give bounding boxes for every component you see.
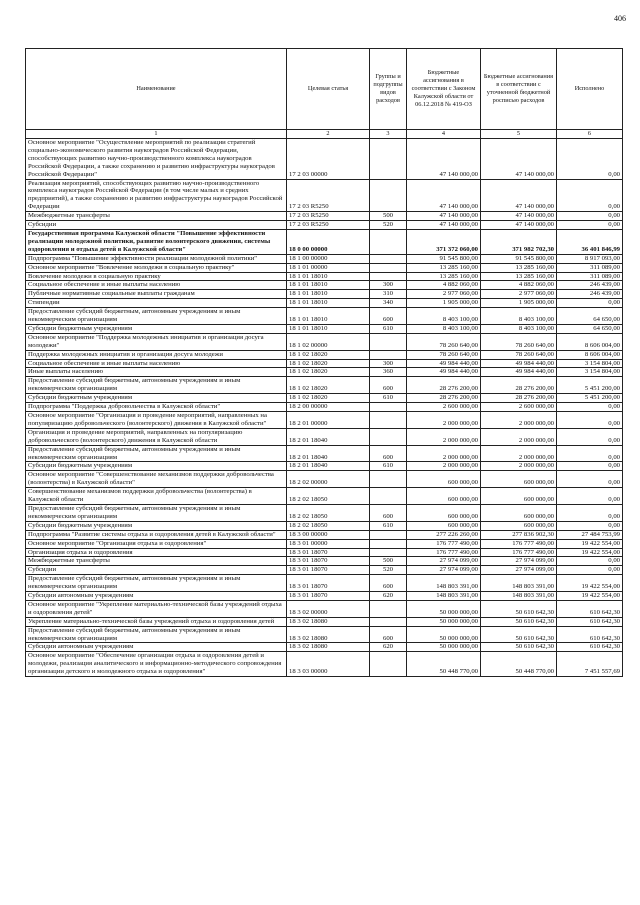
row-name: Субсидии бюджетным учреждениям [26,462,287,471]
table-row [26,617,623,626]
row-budget-schedule: 47 140 000,00 [481,179,557,212]
row-name: Субсидии [26,221,287,230]
row-target-article: 18 3 01 18070 [287,592,370,601]
table-row [26,548,623,557]
row-law-allocation: 176 777 490,00 [407,548,481,557]
row-law-allocation: 600 000,00 [407,504,481,521]
row-name: Социальное обеспечение и иные выплаты населению [26,281,287,290]
table-row [26,592,623,601]
row-target-article: 18 3 02 00000 [287,600,370,617]
header-row [26,49,623,130]
row-executed: 246 439,00 [557,281,623,290]
row-executed: 19 422 554,00 [557,592,623,601]
row-expense-group: 600 [370,308,407,325]
row-budget-schedule: 371 982 702,30 [481,229,557,254]
row-target-article: 18 1 01 18010 [287,281,370,290]
table-row [26,139,623,180]
row-budget-schedule: 1 905 000,00 [481,299,557,308]
page-number: 406 [614,14,626,23]
row-executed: 0,00 [557,179,623,212]
row-expense-group [370,600,407,617]
row-name: Стипендии [26,299,287,308]
row-law-allocation: 277 226 260,00 [407,530,481,539]
col-index: 2 [287,130,370,139]
row-law-allocation: 4 882 060,00 [407,281,481,290]
row-target-article: 18 1 02 18020 [287,359,370,368]
row-name: Подпрограмма "Поддержка добровольчества в Калужской области" [26,403,287,412]
row-budget-schedule: 600 000,00 [481,471,557,488]
row-law-allocation: 600 000,00 [407,521,481,530]
row-target-article: 18 2 01 18040 [287,445,370,462]
row-executed: 0,00 [557,212,623,221]
row-target-article: 17 2 03 R5250 [287,179,370,212]
row-executed: 0,00 [557,412,623,429]
row-name: Межбюджетные трансферты [26,557,287,566]
row-budget-schedule: 50 448 770,00 [481,652,557,677]
row-name: Укрепление материально-технической базы учреждений отдыха и оздоровления детей [26,617,287,626]
row-target-article: 18 1 01 00000 [287,263,370,272]
col-header-name: Наименование [26,49,287,130]
row-expense-group [370,617,407,626]
row-executed: 0,00 [557,403,623,412]
row-budget-schedule: 2 600 000,00 [481,403,557,412]
row-budget-schedule: 27 974 099,00 [481,557,557,566]
row-budget-schedule: 600 000,00 [481,504,557,521]
row-expense-group [370,471,407,488]
row-expense-group [370,539,407,548]
row-target-article: 18 2 02 00000 [287,471,370,488]
row-executed: 19 422 554,00 [557,539,623,548]
table-row [26,626,623,643]
table-row [26,539,623,548]
row-executed: 311 089,00 [557,272,623,281]
row-budget-schedule: 2 977 060,00 [481,290,557,299]
row-budget-schedule: 8 403 100,00 [481,308,557,325]
col-header-budget-schedule: Бюджетные ассигнования в соответствии с уточненной бюджетной росписью расходов [481,49,557,130]
row-executed: 246 439,00 [557,290,623,299]
row-executed: 27 484 753,99 [557,530,623,539]
row-expense-group [370,548,407,557]
row-budget-schedule: 50 610 642,30 [481,600,557,617]
row-name: Реализация мероприятий, способствующих развитию научно-производственного комплекса наукоградов Российской Федерации (в том числе малых и средних предприятий), а также сохранению и развитию инфраструктуры наукоградов Российской Федерации [26,179,287,212]
row-budget-schedule: 13 285 160,00 [481,272,557,281]
row-target-article: 18 2 02 18050 [287,521,370,530]
col-index: 4 [407,130,481,139]
row-target-article: 18 1 02 00000 [287,333,370,350]
row-target-article: 18 3 02 18080 [287,643,370,652]
row-law-allocation: 27 974 099,00 [407,566,481,575]
row-executed: 8 606 004,00 [557,350,623,359]
row-budget-schedule: 13 285 160,00 [481,263,557,272]
row-executed: 19 422 554,00 [557,575,623,592]
row-expense-group: 610 [370,521,407,530]
table-row [26,299,623,308]
row-executed: 610 642,30 [557,617,623,626]
row-executed: 610 642,30 [557,600,623,617]
row-name: Подпрограмма "Развитие системы отдыха и оздоровления детей в Калужской области" [26,530,287,539]
row-law-allocation: 13 285 160,00 [407,263,481,272]
row-target-article: 18 0 00 00000 [287,229,370,254]
row-expense-group: 500 [370,557,407,566]
row-budget-schedule: 176 777 490,00 [481,539,557,548]
row-budget-schedule: 2 000 000,00 [481,445,557,462]
row-expense-group: 600 [370,377,407,394]
row-law-allocation: 176 777 490,00 [407,539,481,548]
table-row [26,504,623,521]
row-target-article: 18 2 01 00000 [287,412,370,429]
row-law-allocation: 47 140 000,00 [407,212,481,221]
row-target-article: 18 1 02 18020 [287,368,370,377]
row-name: Социальное обеспечение и иные выплаты населению [26,359,287,368]
row-budget-schedule: 47 140 000,00 [481,221,557,230]
row-name: Основное мероприятие "Обеспечение организации отдыха и оздоровления детей и молодежи, реализация аналитического и информационно-методического сопровождения организации детского и молодежного отдыха и оздоровления" [26,652,287,677]
row-target-article: 18 1 01 18010 [287,299,370,308]
row-budget-schedule: 2 000 000,00 [481,412,557,429]
table-row [26,530,623,539]
row-name: Субсидии бюджетным учреждениям [26,324,287,333]
row-name: Предоставление субсидий бюджетным, автономным учреждениям и иным некоммерческим организациям [26,575,287,592]
row-expense-group [370,412,407,429]
row-name: Подпрограмма "Повышение эффективности реализации молодежной политики" [26,254,287,263]
row-name: Основное мероприятие "Укрепление материально-технической базы учреждений отдыха и оздоровления детей" [26,600,287,617]
row-expense-group [370,652,407,677]
row-executed: 3 154 804,00 [557,359,623,368]
row-target-article: 18 3 01 18070 [287,566,370,575]
row-name: Основное мероприятие "Поддержка молодежных инициатив и организация досуга молодежи" [26,333,287,350]
row-target-article: 18 2 01 18040 [287,428,370,445]
row-target-article: 18 1 01 18010 [287,272,370,281]
row-executed: 7 451 557,69 [557,652,623,677]
table-row [26,566,623,575]
table-row [26,600,623,617]
row-name: Основное мероприятие "Организация и проведение мероприятий, направленных на популяризацию добровольческого (волонтерского) движения в Калужской области" [26,412,287,429]
row-law-allocation: 47 140 000,00 [407,221,481,230]
row-expense-group [370,254,407,263]
row-target-article: 18 3 01 18070 [287,548,370,557]
row-budget-schedule: 148 803 391,00 [481,592,557,601]
row-target-article: 18 1 02 18020 [287,350,370,359]
table-row [26,377,623,394]
table-row [26,412,623,429]
row-expense-group: 340 [370,299,407,308]
table-row [26,229,623,254]
row-budget-schedule: 8 403 100,00 [481,324,557,333]
table-row [26,471,623,488]
col-index: 5 [481,130,557,139]
row-budget-schedule: 277 836 902,30 [481,530,557,539]
row-name: Основное мероприятие "Совершенствование механизмов поддержки добровольчества (волонтерства) в Калужской области" [26,471,287,488]
row-law-allocation: 50 000 000,00 [407,617,481,626]
table-row [26,488,623,505]
row-expense-group [370,139,407,180]
row-expense-group: 600 [370,445,407,462]
row-law-allocation: 371 372 060,00 [407,229,481,254]
row-target-article: 18 2 00 00000 [287,403,370,412]
table-row [26,324,623,333]
col-header-target-article: Целевая статья [287,49,370,130]
row-target-article: 18 1 02 18020 [287,377,370,394]
row-executed: 0,00 [557,445,623,462]
row-name: Предоставление субсидий бюджетным, автономным учреждениям и иным некоммерческим организациям [26,626,287,643]
row-name: Субсидии бюджетным учреждениям [26,394,287,403]
row-name: Публичные нормативные социальные выплаты гражданам [26,290,287,299]
row-law-allocation: 13 285 160,00 [407,272,481,281]
row-target-article: 18 2 01 18040 [287,462,370,471]
row-expense-group [370,403,407,412]
row-target-article: 18 3 03 00000 [287,652,370,677]
row-name: Предоставление субсидий бюджетным, автономным учреждениям и иным некоммерческим организациям [26,504,287,521]
row-budget-schedule: 27 974 099,00 [481,566,557,575]
row-executed: 0,00 [557,299,623,308]
col-index: 1 [26,130,287,139]
row-name: Субсидии автономным учреждениям [26,643,287,652]
row-budget-schedule: 78 260 640,00 [481,333,557,350]
row-budget-schedule: 600 000,00 [481,488,557,505]
row-budget-schedule: 91 545 800,00 [481,254,557,263]
row-law-allocation: 50 448 770,00 [407,652,481,677]
row-law-allocation: 47 140 000,00 [407,139,481,180]
row-budget-schedule: 148 803 391,00 [481,575,557,592]
row-executed: 0,00 [557,462,623,471]
row-executed: 0,00 [557,139,623,180]
table-row [26,428,623,445]
table-row [26,521,623,530]
col-header-expense-group: Группы и подгруппы видов расходов [370,49,407,130]
table-row [26,333,623,350]
row-expense-group: 600 [370,575,407,592]
row-target-article: 18 3 02 18080 [287,626,370,643]
row-expense-group: 520 [370,221,407,230]
row-expense-group: 360 [370,368,407,377]
row-expense-group: 620 [370,592,407,601]
row-expense-group: 600 [370,504,407,521]
row-law-allocation: 49 984 440,00 [407,368,481,377]
row-executed: 8 917 093,00 [557,254,623,263]
row-target-article: 17 2 03 R5250 [287,221,370,230]
row-target-article: 18 1 02 18020 [287,394,370,403]
row-name: Межбюджетные трансферты [26,212,287,221]
row-law-allocation: 600 000,00 [407,471,481,488]
row-executed: 311 089,00 [557,263,623,272]
row-law-allocation: 47 140 000,00 [407,179,481,212]
row-target-article: 18 1 01 18010 [287,290,370,299]
row-law-allocation: 2 000 000,00 [407,412,481,429]
row-expense-group [370,333,407,350]
col-header-law-allocation: Бюджетные ассигнования в соответствии с Законом Калужской области от 06.12.2018 № 419-ОЗ [407,49,481,130]
row-name: Субсидии [26,566,287,575]
row-law-allocation: 78 260 640,00 [407,350,481,359]
row-budget-schedule: 49 984 440,00 [481,368,557,377]
row-target-article: 18 1 01 18010 [287,308,370,325]
row-name: Совершенствование механизмов поддержки добровольчества (волонтерства) в Калужской области [26,488,287,505]
row-budget-schedule: 2 000 000,00 [481,428,557,445]
row-executed: 0,00 [557,471,623,488]
row-law-allocation: 2 600 000,00 [407,403,481,412]
row-law-allocation: 2 000 000,00 [407,428,481,445]
table-row [26,308,623,325]
col-header-executed: Исполнено [557,49,623,130]
row-target-article: 18 3 02 18080 [287,617,370,626]
row-target-article: 17 2 03 00000 [287,139,370,180]
row-expense-group [370,530,407,539]
table-row [26,221,623,230]
table-row [26,557,623,566]
row-executed: 0,00 [557,221,623,230]
row-budget-schedule: 47 140 000,00 [481,139,557,180]
table-row [26,350,623,359]
row-expense-group: 300 [370,281,407,290]
row-name: Организация и проведение мероприятий, направленных на популяризацию добровольческого (волонтерского) движения в Калужской области [26,428,287,445]
row-target-article: 18 2 02 18050 [287,488,370,505]
row-budget-schedule: 28 276 200,00 [481,394,557,403]
row-expense-group: 600 [370,626,407,643]
row-executed: 0,00 [557,566,623,575]
row-budget-schedule: 50 610 642,30 [481,626,557,643]
row-budget-schedule: 49 984 440,00 [481,359,557,368]
row-target-article: 18 3 01 18070 [287,557,370,566]
table-row [26,652,623,677]
row-expense-group [370,488,407,505]
row-budget-schedule: 28 276 200,00 [481,377,557,394]
row-target-article: 18 3 00 00000 [287,530,370,539]
table-row [26,272,623,281]
row-name: Организация отдыха и оздоровления [26,548,287,557]
budget-table [25,48,623,677]
row-executed: 610 642,30 [557,626,623,643]
row-expense-group: 310 [370,290,407,299]
row-law-allocation: 8 403 100,00 [407,324,481,333]
row-target-article: 18 1 00 00000 [287,254,370,263]
row-law-allocation: 50 000 000,00 [407,643,481,652]
row-budget-schedule: 50 610 642,30 [481,643,557,652]
row-target-article: 18 2 02 18050 [287,504,370,521]
column-index-row [26,130,623,139]
row-law-allocation: 50 000 000,00 [407,626,481,643]
row-budget-schedule: 50 610 642,30 [481,617,557,626]
row-law-allocation: 2 977 060,00 [407,290,481,299]
row-law-allocation: 2 000 000,00 [407,462,481,471]
row-law-allocation: 1 905 000,00 [407,299,481,308]
row-target-article: 17 2 03 R5250 [287,212,370,221]
row-executed: 3 154 804,00 [557,368,623,377]
row-law-allocation: 148 803 391,00 [407,575,481,592]
row-name: Предоставление субсидий бюджетным, автономным учреждениям и иным некоммерческим организациям [26,377,287,394]
row-law-allocation: 148 803 391,00 [407,592,481,601]
row-budget-schedule: 47 140 000,00 [481,212,557,221]
row-law-allocation: 27 974 099,00 [407,557,481,566]
row-executed: 8 606 004,00 [557,333,623,350]
row-law-allocation: 50 000 000,00 [407,600,481,617]
table-row [26,394,623,403]
table-row [26,212,623,221]
table-row [26,359,623,368]
row-executed: 0,00 [557,557,623,566]
row-expense-group: 520 [370,566,407,575]
table-row [26,575,623,592]
row-expense-group [370,272,407,281]
row-expense-group [370,229,407,254]
row-budget-schedule: 600 000,00 [481,521,557,530]
row-expense-group: 610 [370,324,407,333]
row-name: Субсидии бюджетным учреждениям [26,521,287,530]
table-row [26,403,623,412]
row-name: Государственная программа Калужской области "Повышение эффективности реализации молодежной политики, развитие волонтерского движения, системы оздоровления и отдыха детей в Калужской области" [26,229,287,254]
row-law-allocation: 2 000 000,00 [407,445,481,462]
table-row [26,254,623,263]
row-executed: 64 650,00 [557,308,623,325]
row-target-article: 18 3 01 18070 [287,575,370,592]
row-executed: 0,00 [557,521,623,530]
row-expense-group: 500 [370,212,407,221]
row-name: Субсидии автономным учреждениям [26,592,287,601]
row-name: Поддержка молодежных инициатив и организация досуга молодежи [26,350,287,359]
row-executed: 36 401 846,99 [557,229,623,254]
col-index: 6 [557,130,623,139]
row-law-allocation: 78 260 640,00 [407,333,481,350]
row-budget-schedule: 176 777 490,00 [481,548,557,557]
row-name: Иные выплаты населению [26,368,287,377]
table-row [26,179,623,212]
row-executed: 0,00 [557,428,623,445]
row-law-allocation: 600 000,00 [407,488,481,505]
row-expense-group: 620 [370,643,407,652]
row-name: Основное мероприятие "Вовлечение молодежи в социальную практику" [26,263,287,272]
row-expense-group [370,350,407,359]
row-budget-schedule: 4 882 060,00 [481,281,557,290]
row-expense-group [370,179,407,212]
table-row [26,368,623,377]
row-expense-group [370,263,407,272]
row-executed: 610 642,30 [557,643,623,652]
table-row [26,462,623,471]
row-law-allocation: 28 276 200,00 [407,377,481,394]
row-expense-group: 300 [370,359,407,368]
row-expense-group: 610 [370,394,407,403]
row-name: Предоставление субсидий бюджетным, автономным учреждениям и иным некоммерческим организациям [26,445,287,462]
row-budget-schedule: 2 000 000,00 [481,462,557,471]
row-executed: 0,00 [557,488,623,505]
row-executed: 5 451 200,00 [557,377,623,394]
table-row [26,290,623,299]
row-expense-group [370,428,407,445]
row-name: Вовлечение молодежи в социальную практику [26,272,287,281]
row-target-article: 18 3 01 00000 [287,539,370,548]
row-law-allocation: 28 276 200,00 [407,394,481,403]
row-law-allocation: 49 984 440,00 [407,359,481,368]
row-executed: 5 451 200,00 [557,394,623,403]
table-row [26,445,623,462]
row-budget-schedule: 78 260 640,00 [481,350,557,359]
row-executed: 0,00 [557,504,623,521]
row-executed: 19 422 554,00 [557,548,623,557]
table-row [26,263,623,272]
row-executed: 64 650,00 [557,324,623,333]
row-law-allocation: 8 403 100,00 [407,308,481,325]
row-law-allocation: 91 545 800,00 [407,254,481,263]
row-name: Предоставление субсидий бюджетным, автономным учреждениям и иным некоммерческим организациям [26,308,287,325]
col-index: 3 [370,130,407,139]
row-expense-group: 610 [370,462,407,471]
row-target-article: 18 1 01 18010 [287,324,370,333]
table-row [26,281,623,290]
row-name: Основное мероприятие "Осуществление мероприятий по реализации стратегий социально-экономического развития наукоградов Российской Федерации, способствующих развитию научно-производственного комплекса наукоградов Российской Федерации, а также сохранению и развитию инфраструктуры наукоградов Российской Федерации" [26,139,287,180]
row-name: Основное мероприятие "Организация отдыха и оздоровления" [26,539,287,548]
table-row [26,643,623,652]
